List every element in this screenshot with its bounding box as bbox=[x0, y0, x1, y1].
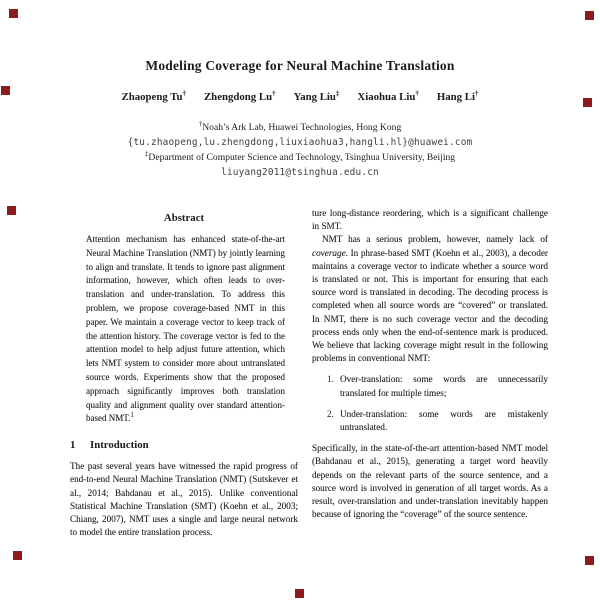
authors-row bbox=[0, 91, 600, 103]
author-name: Zhaopeng Tu† bbox=[121, 89, 186, 103]
paper-title: Modeling Coverage for Neural Machine Translation bbox=[145, 58, 455, 73]
author-affiliation-mark: ‡ bbox=[335, 89, 340, 98]
paragraph: The past several years have witnessed the rapid progress of end-to-end Neural Machine Translation (NMT) (Sutskever et al., 2014; Bahdanau et al., 2015). Unlike conventional Statistical Machine Translation (SMT) (Koehn et al., 2003; Chiang, 2007), NMT uses a single and large neural network to model the entire translation process. bbox=[70, 461, 298, 538]
right-column bbox=[312, 207, 548, 600]
list-item-text: Over-translation: some words are unnecessarily translated for multiple times; bbox=[340, 374, 548, 398]
email-text: liuyang2011@tsinghua.edu.cn bbox=[221, 167, 379, 178]
affiliation-mark: † bbox=[198, 119, 203, 128]
email-line bbox=[0, 135, 600, 150]
author-affiliation-mark: † bbox=[415, 89, 419, 98]
red-artifact-marker bbox=[7, 206, 16, 215]
author-name: Hang Li† bbox=[436, 89, 479, 103]
left-column bbox=[70, 207, 298, 600]
red-artifact-marker bbox=[295, 589, 304, 598]
paragraph: NMT has a serious problem, however, namely lack of coverage. In phrase-based SMT (Koehn et al., 2003), a decoder maintains a coverage vector to indicate whether a source word is translated or not. This is important for ensuring that each source word is translated in decoding. The decoding process is completed when all source words are “covered” or translated. In NMT, there is no such coverage vector and the decoding process ends only when the end-of-sentence mark is produced. We believe that lacking coverage might result in the following problems in conventional NMT: bbox=[312, 234, 548, 364]
red-artifact-marker bbox=[585, 556, 594, 565]
email-text: {tu.zhaopeng,lu.zhengdong,liuxiaohua3,hangli.hl}@huawei.com bbox=[127, 137, 473, 148]
red-artifact-marker bbox=[1, 86, 10, 95]
section-number: 1 bbox=[70, 439, 76, 452]
red-artifact-marker bbox=[585, 11, 594, 20]
list-item bbox=[312, 408, 548, 434]
abstract-heading: Abstract bbox=[163, 212, 205, 224]
paragraph: ture long-distance reordering, which is a significant challenge in SMT. bbox=[312, 208, 548, 232]
email-line bbox=[0, 165, 600, 180]
red-artifact-marker bbox=[13, 551, 22, 560]
author-affiliation-mark: † bbox=[272, 89, 276, 98]
author-name: Xiaohua Liu† bbox=[357, 89, 419, 103]
section-heading: 1 Introduction bbox=[70, 439, 149, 452]
affiliation-line: ‡Department of Computer Science and Technology, Tsinghua University, Beijing bbox=[144, 149, 456, 163]
two-column-body bbox=[70, 207, 548, 600]
list-item bbox=[312, 373, 548, 399]
italic-run: coverage bbox=[312, 247, 346, 258]
paragraph: Specifically, in the state-of-the-art attention-based NMT model (Bahdanau et al., 2015), generating a target word heavily depends on the relevant parts of the source sentence, and a source word is involved in generation of all target words. As a result, over-translation and under-translation inevitably happen because of ignoring the “coverage” of the source sentence. bbox=[312, 443, 548, 520]
abstract-paragraph: Attention mechanism has enhanced state-of-the-art Neural Machine Translation (NMT) by jointly learning to align and translate. It tends to ignore past alignment information, however, which often leads to over-translation and under-translation. To address this problem, we propose coverage-based NMT in this paper. We maintain a coverage vector to keep track of the attention history. The coverage vector is fed to the attention model to help adjust future attention, which lets NMT system to consider more about untranslated source words. Experiments show that the proposed approach significantly improves both translation quality and alignment quality over standard attention-based NMT.$^1$ bbox=[86, 234, 285, 424]
affiliation-mark: ‡ bbox=[144, 149, 149, 158]
red-artifact-marker bbox=[583, 98, 592, 107]
author-name: Zhengdong Lu† bbox=[203, 89, 276, 103]
list-item-text: Under-translation: some words are mistakenly untranslated. bbox=[340, 408, 548, 433]
author-affiliation-mark: † bbox=[474, 89, 479, 98]
list-item-number: 1. bbox=[327, 374, 334, 385]
affiliation-line: †Noah’s Ark Lab, Huawei Technologies, Hong Kong bbox=[198, 119, 402, 133]
red-artifact-marker bbox=[9, 9, 18, 18]
author-name: Yang Liu‡ bbox=[293, 89, 340, 103]
author-affiliation-mark: † bbox=[182, 89, 186, 98]
affiliations-block bbox=[0, 120, 600, 180]
list-item-number: 2. bbox=[327, 408, 334, 419]
footnote-marker: 1 bbox=[130, 411, 134, 420]
